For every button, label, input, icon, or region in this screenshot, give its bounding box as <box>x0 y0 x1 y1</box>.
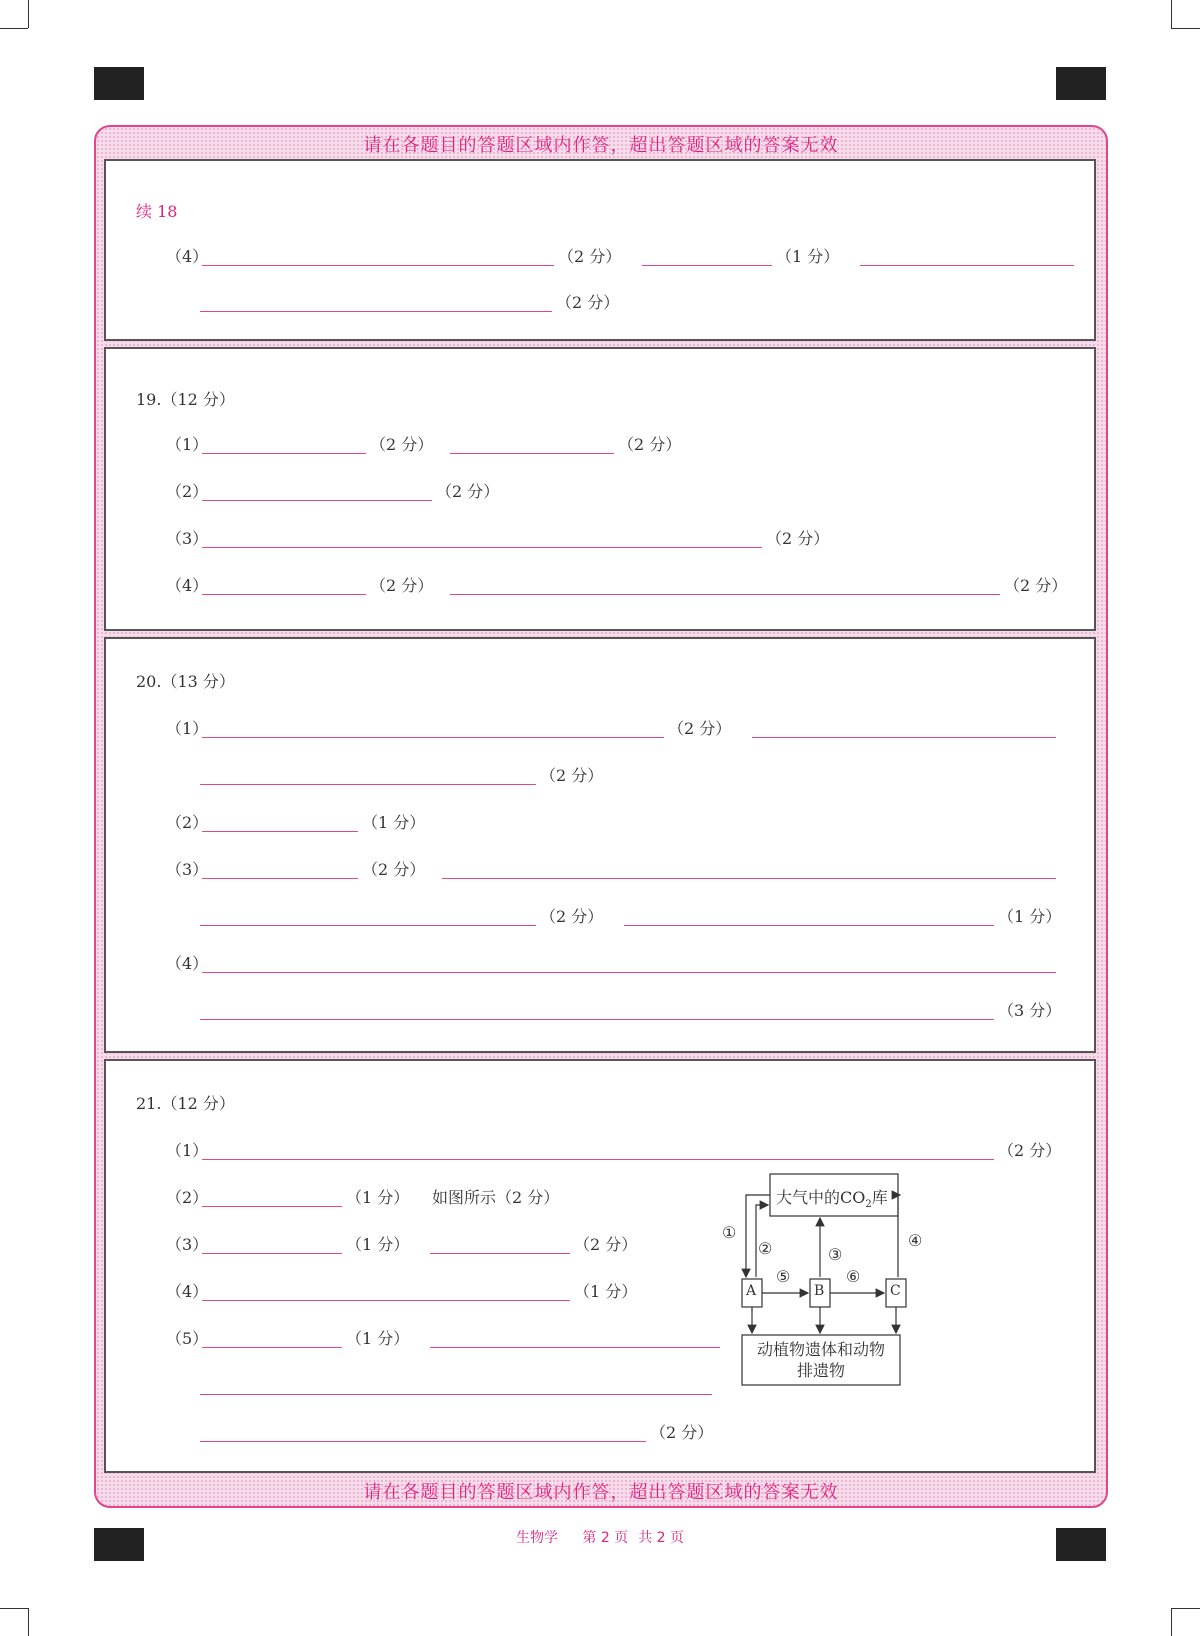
answer-line[interactable] <box>202 265 554 266</box>
crop-mark-bottom-left-h <box>0 1608 28 1609</box>
num-6: ⑥ <box>846 1267 861 1286</box>
registration-block-top-left <box>94 67 144 100</box>
crop-mark-bottom-right-h <box>1171 1608 1200 1609</box>
question-19-box <box>104 347 1096 631</box>
figure-note: 如图所示（2 分） <box>432 1188 560 1207</box>
score-label: （2 分） <box>766 529 830 548</box>
score-label: （1 分） <box>574 1282 638 1301</box>
answer-line[interactable] <box>202 500 432 501</box>
num-5: ⑤ <box>776 1267 791 1286</box>
answer-line[interactable] <box>752 737 1056 738</box>
total-pages: 共 2 页 <box>638 1530 685 1546</box>
answer-line[interactable] <box>202 547 762 548</box>
score-label: （2 分） <box>540 907 604 926</box>
node-a-label: A <box>746 1283 757 1299</box>
q19-title: 19.（12 分） <box>136 390 235 409</box>
score-label: （2 分） <box>574 1235 638 1254</box>
q19-part3-label: （3） <box>166 529 209 548</box>
answer-line[interactable] <box>202 1159 994 1160</box>
score-label: （1 分） <box>776 247 840 266</box>
score-label: （2 分） <box>998 1141 1062 1160</box>
score-label: （1 分） <box>362 813 426 832</box>
answer-line[interactable] <box>200 925 536 926</box>
answer-line[interactable] <box>450 594 1000 595</box>
score-label: （1 分） <box>346 1235 410 1254</box>
q20-title: 20.（13 分） <box>136 672 235 691</box>
co2-pool-label <box>776 1185 888 1210</box>
q21-part4-label: （4） <box>166 1282 209 1301</box>
answer-line[interactable] <box>202 1253 342 1254</box>
page-number: 第 2 页 <box>582 1530 629 1546</box>
crop-mark-top-left <box>28 0 29 28</box>
remains-line-2: 排遗物 <box>796 1361 845 1380</box>
num-3: ③ <box>828 1245 843 1264</box>
q21-part1-label: （1） <box>166 1141 209 1160</box>
answer-line[interactable] <box>200 311 552 312</box>
continued-label: 续 18 <box>136 202 178 221</box>
q20-part2-label: （2） <box>166 813 209 832</box>
crop-mark-bottom-right <box>1171 1608 1172 1636</box>
q20-part3-label: （3） <box>166 860 209 879</box>
question-20-box <box>104 637 1096 1053</box>
co2-subscript: 2 <box>865 1199 872 1211</box>
remains-line-1: 动植物遗体和动物 <box>756 1340 885 1359</box>
answer-line[interactable] <box>624 925 994 926</box>
answer-line[interactable] <box>860 265 1074 266</box>
q18-part4-label: （4） <box>166 247 209 266</box>
q19-part2-label: （2） <box>166 482 209 501</box>
q19-part1-label: （1） <box>166 435 209 454</box>
question-21-box <box>104 1059 1096 1473</box>
crop-mark-top-left-h <box>0 28 28 29</box>
subject-label: 生物学 <box>515 1530 558 1546</box>
score-label: （2 分） <box>540 766 604 785</box>
answer-line[interactable] <box>430 1253 570 1254</box>
score-label: （2 分） <box>618 435 682 454</box>
answer-line[interactable] <box>202 737 664 738</box>
arrow-1 <box>746 1195 773 1277</box>
answer-line[interactable] <box>202 1206 342 1207</box>
score-label: （3 分） <box>998 1001 1062 1020</box>
score-label: （1 分） <box>998 907 1062 926</box>
num-2: ② <box>758 1239 773 1258</box>
answer-line[interactable] <box>200 1441 646 1442</box>
answer-line[interactable] <box>202 594 366 595</box>
score-label: （1 分） <box>346 1188 410 1207</box>
answer-line[interactable] <box>442 878 1056 879</box>
answer-frame <box>94 125 1108 1508</box>
page-footer <box>0 1527 1200 1547</box>
node-b-label: B <box>814 1283 825 1299</box>
num-1: ① <box>722 1223 737 1242</box>
answer-line[interactable] <box>200 1394 712 1395</box>
crop-mark-bottom-left <box>28 1608 29 1636</box>
answer-line[interactable] <box>202 1300 570 1301</box>
q21-part5-label: （5） <box>166 1329 209 1348</box>
footer-banner: 请在各题目的答题区域内作答，超出答题区域的答案无效 <box>363 1482 839 1503</box>
co2-prefix: 大气中的CO <box>776 1188 866 1207</box>
answer-line[interactable] <box>200 1019 994 1020</box>
answer-line[interactable] <box>202 972 1056 973</box>
crop-mark-top-right-h <box>1171 28 1200 29</box>
score-label: （1 分） <box>346 1329 410 1348</box>
registration-block-top-right <box>1056 67 1106 100</box>
num-4: ④ <box>908 1231 923 1250</box>
answer-line[interactable] <box>200 784 536 785</box>
score-label: （2 分） <box>650 1423 714 1442</box>
score-label: （2 分） <box>370 435 434 454</box>
header-banner: 请在各题目的答题区域内作答，超出答题区域的答案无效 <box>363 135 839 156</box>
q21-part2-label: （2） <box>166 1188 209 1207</box>
carbon-cycle-diagram <box>722 1171 966 1411</box>
answer-line[interactable] <box>450 453 614 454</box>
score-label: （2 分） <box>436 482 500 501</box>
answer-line[interactable] <box>202 878 358 879</box>
answer-line[interactable] <box>430 1347 720 1348</box>
answer-line[interactable] <box>202 453 366 454</box>
node-c-label: C <box>890 1283 901 1299</box>
q21-part3-label: （3） <box>166 1235 209 1254</box>
arrow-4 <box>898 1195 900 1277</box>
score-label: （2 分） <box>370 576 434 595</box>
q20-part4-label: （4） <box>166 954 209 973</box>
crop-mark-top-right <box>1171 0 1172 28</box>
answer-line[interactable] <box>642 265 772 266</box>
question-18-box <box>104 159 1096 341</box>
score-label: （2 分） <box>1004 576 1068 595</box>
q20-part1-label: （1） <box>166 719 209 738</box>
answer-line[interactable] <box>202 1347 342 1348</box>
remains-label <box>742 1339 900 1381</box>
co2-suffix: 库 <box>871 1188 888 1207</box>
score-label: （2 分） <box>558 247 622 266</box>
q19-part4-label: （4） <box>166 576 209 595</box>
answer-line[interactable] <box>202 831 358 832</box>
score-label: （2 分） <box>362 860 426 879</box>
q21-title: 21.（12 分） <box>136 1094 235 1113</box>
score-label: （2 分） <box>556 293 620 312</box>
score-label: （2 分） <box>668 719 732 738</box>
